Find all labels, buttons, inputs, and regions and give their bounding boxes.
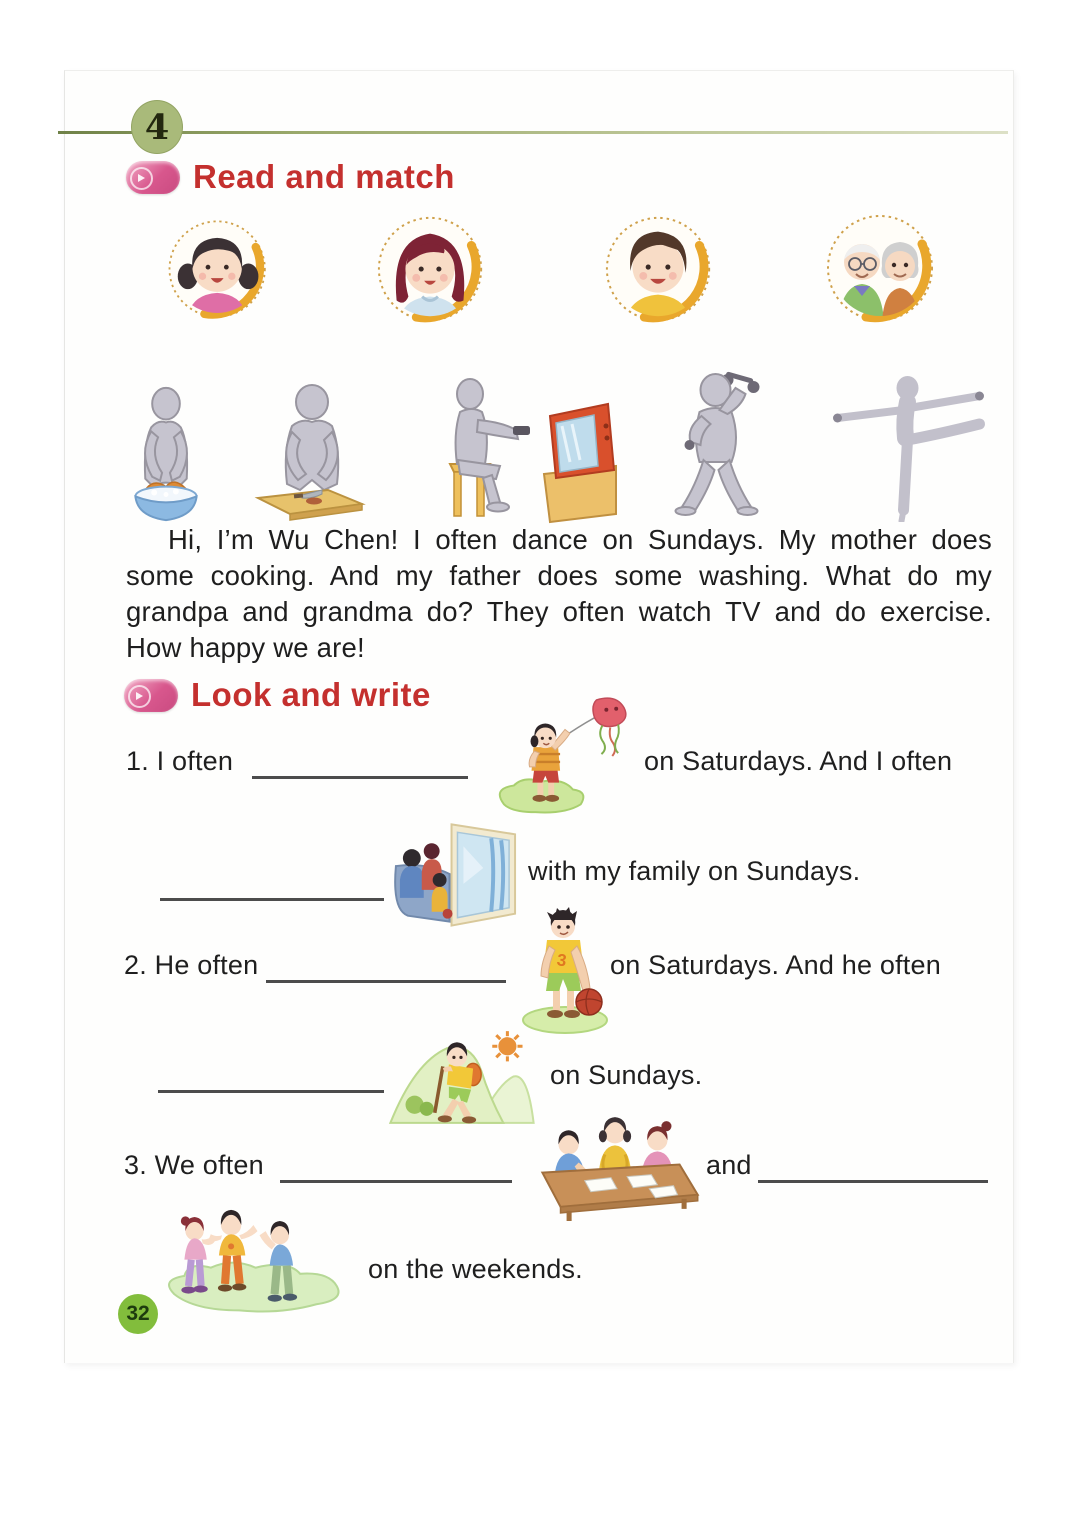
unit-number-badge: 4	[131, 100, 183, 154]
item1-prefix: 1. I often	[126, 746, 234, 776]
play-basketball-illustration	[512, 896, 614, 1036]
video-game-tv-silhouette	[420, 374, 618, 524]
item1-line2-text: with my family on Sundays.	[528, 856, 861, 886]
audio-pill-icon	[126, 161, 180, 194]
dancing-silhouette	[826, 372, 994, 522]
read-and-match-heading	[126, 158, 455, 196]
look-and-write-heading-label: Look and write	[191, 676, 431, 713]
portrait-girl	[164, 214, 274, 324]
item3-conjunction: and	[706, 1150, 752, 1180]
cooking-silhouette	[248, 378, 372, 528]
washing-silhouette	[126, 382, 206, 530]
exercise-silhouette	[664, 368, 772, 523]
item3-line2-text: on the weekends.	[368, 1254, 583, 1284]
shirt-number: 3	[555, 950, 568, 971]
portrait-grandparents	[818, 208, 946, 328]
answer-blank-2a[interactable]	[266, 980, 506, 983]
answer-blank-3b[interactable]	[758, 1180, 988, 1183]
read-and-match-heading-label: Read and match	[193, 158, 455, 195]
page-number-badge: 32	[118, 1294, 158, 1334]
answer-blank-3a[interactable]	[280, 1180, 512, 1183]
portrait-mother	[372, 210, 492, 328]
reading-passage: Hi, I’m Wu Chen! I often dance on Sundays. My mother does some cooking. And my father does some washing. What do my grandpa and grandma do? They often watch TV and do exercise. How happy we are!	[126, 524, 992, 663]
item1-after-image: on Saturdays. And I often	[644, 746, 953, 776]
climb-mountain-illustration	[386, 1016, 538, 1132]
watch-tv-illustration	[388, 818, 522, 928]
do-homework-illustration	[528, 1106, 702, 1222]
item3-prefix: 3. We often	[124, 1150, 264, 1180]
play-together-illustration	[158, 1190, 356, 1318]
unit-divider-line	[58, 131, 1008, 134]
item2-line2-text: on Sundays.	[550, 1060, 703, 1090]
item2-after-image: on Saturdays. And he often	[610, 950, 941, 980]
answer-blank-2b[interactable]	[158, 1090, 384, 1093]
fly-kite-illustration	[486, 694, 644, 822]
portrait-father	[598, 210, 722, 328]
item2-prefix: 2. He often	[124, 950, 259, 980]
look-and-write-heading	[124, 676, 431, 714]
audio-pill-icon	[124, 679, 178, 712]
answer-blank-1a[interactable]	[252, 776, 468, 779]
answer-blank-1b[interactable]	[160, 898, 384, 901]
